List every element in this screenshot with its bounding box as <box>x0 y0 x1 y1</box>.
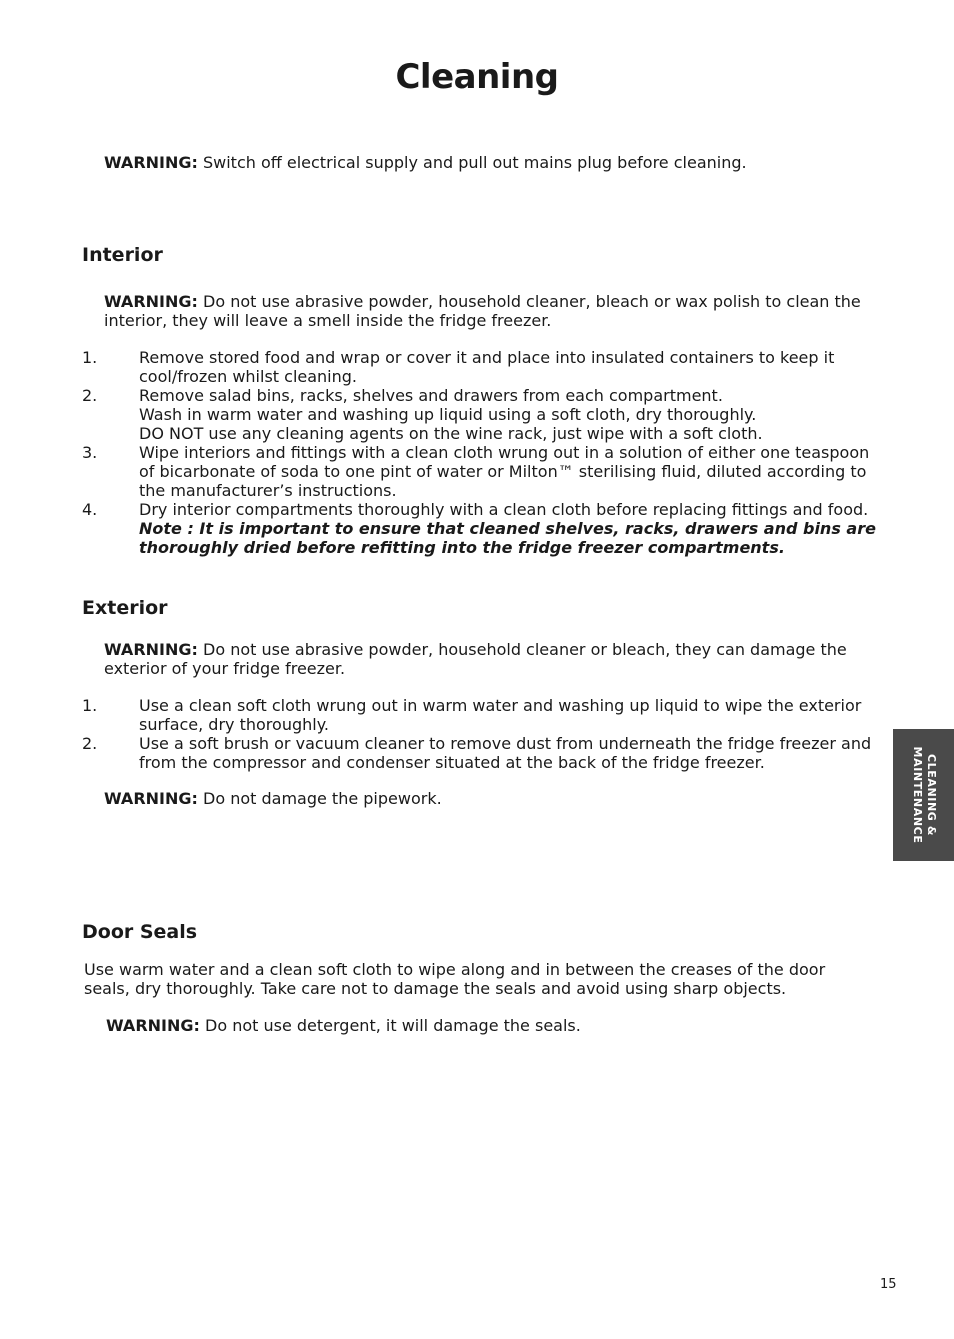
step-text: Dry interior compartments thoroughly with a clean cloth before replacing fittings and food. <box>139 500 869 519</box>
step-note: Note : It is important to ensure that cleaned shelves, racks, drawers and bins are thoroughly dried before refitting into the fridge freezer compartments. <box>139 519 876 557</box>
step-text: Wash in warm water and washing up liquid using a soft cloth, dry thoroughly. <box>139 405 757 424</box>
step-text: Wipe interiors and fittings with a clean cloth wrung out in a solution of either one teaspoon of bicarbonate of soda to one pint of water or Milton™ sterilising fluid, diluted according to the manufacturer’s instructions. <box>139 443 870 500</box>
warning-label: WARNING: <box>106 1016 200 1035</box>
door-seals-heading: Door Seals <box>82 921 198 943</box>
warning-label: WARNING: <box>104 789 198 808</box>
page-title: Cleaning <box>395 57 559 97</box>
step-text: Remove stored food and wrap or cover it and place into insulated containers to keep it cool/frozen whilst cleaning. <box>139 348 835 386</box>
page-number: 15 <box>880 1277 897 1292</box>
warning-text: Do not damage the pipework. <box>197 789 442 808</box>
interior-heading: Interior <box>82 244 163 266</box>
step-text: DO NOT use any cleaning agents on the wine rack, just wipe with a soft cloth. <box>139 424 763 443</box>
step-number: 1. <box>82 696 98 715</box>
side-tab-label <box>910 735 938 855</box>
warning-text: Switch off electrical supply and pull out mains plug before cleaning. <box>197 153 747 172</box>
exterior-warning <box>104 640 874 678</box>
warning-label: WARNING: <box>104 153 198 172</box>
exterior-warning-pipework <box>104 789 874 808</box>
list-item <box>82 443 882 500</box>
list-item <box>82 734 882 772</box>
warning-label: WARNING: <box>104 640 198 659</box>
side-tab-line: CLEANING & <box>924 753 938 837</box>
door-seals-warning <box>106 1016 876 1035</box>
warning-text: Do not use detergent, it will damage the seals. <box>199 1016 581 1035</box>
step-number: 2. <box>82 734 98 753</box>
list-item <box>82 386 882 443</box>
step-number: 3. <box>82 443 98 462</box>
list-item <box>82 696 882 734</box>
section-side-tab <box>893 729 954 861</box>
side-tab-line: MAINTENANCE <box>910 746 924 844</box>
step-number: 4. <box>82 500 98 519</box>
warning-text: Do not use abrasive powder, household cleaner or bleach, they can damage the exterior of your fridge freezer. <box>104 640 847 678</box>
door-seals-body: Use warm water and a clean soft cloth to wipe along and in between the creases of the door seals, dry thoroughly. Take care not to damage the seals and avoid using sharp objects. <box>84 960 826 998</box>
exterior-heading: Exterior <box>82 597 168 619</box>
intro-warning <box>104 153 874 172</box>
warning-text: Do not use abrasive powder, household cleaner, bleach or wax polish to clean the interior, they will leave a smell inside the fridge freezer. <box>104 292 861 330</box>
interior-steps <box>82 348 882 557</box>
step-text: Use a clean soft cloth wrung out in warm water and washing up liquid to wipe the exterior surface, dry thoroughly. <box>139 696 862 734</box>
list-item <box>82 348 882 386</box>
step-number: 1. <box>82 348 98 367</box>
list-item <box>82 500 882 557</box>
step-text: Use a soft brush or vacuum cleaner to remove dust from underneath the fridge freezer and from the compressor and condenser situated at the back of the fridge freezer. <box>139 734 872 772</box>
interior-warning <box>104 292 874 330</box>
step-number: 2. <box>82 386 98 405</box>
step-text: Remove salad bins, racks, shelves and drawers from each compartment. <box>139 386 723 405</box>
warning-label: WARNING: <box>104 292 198 311</box>
exterior-steps <box>82 696 882 772</box>
